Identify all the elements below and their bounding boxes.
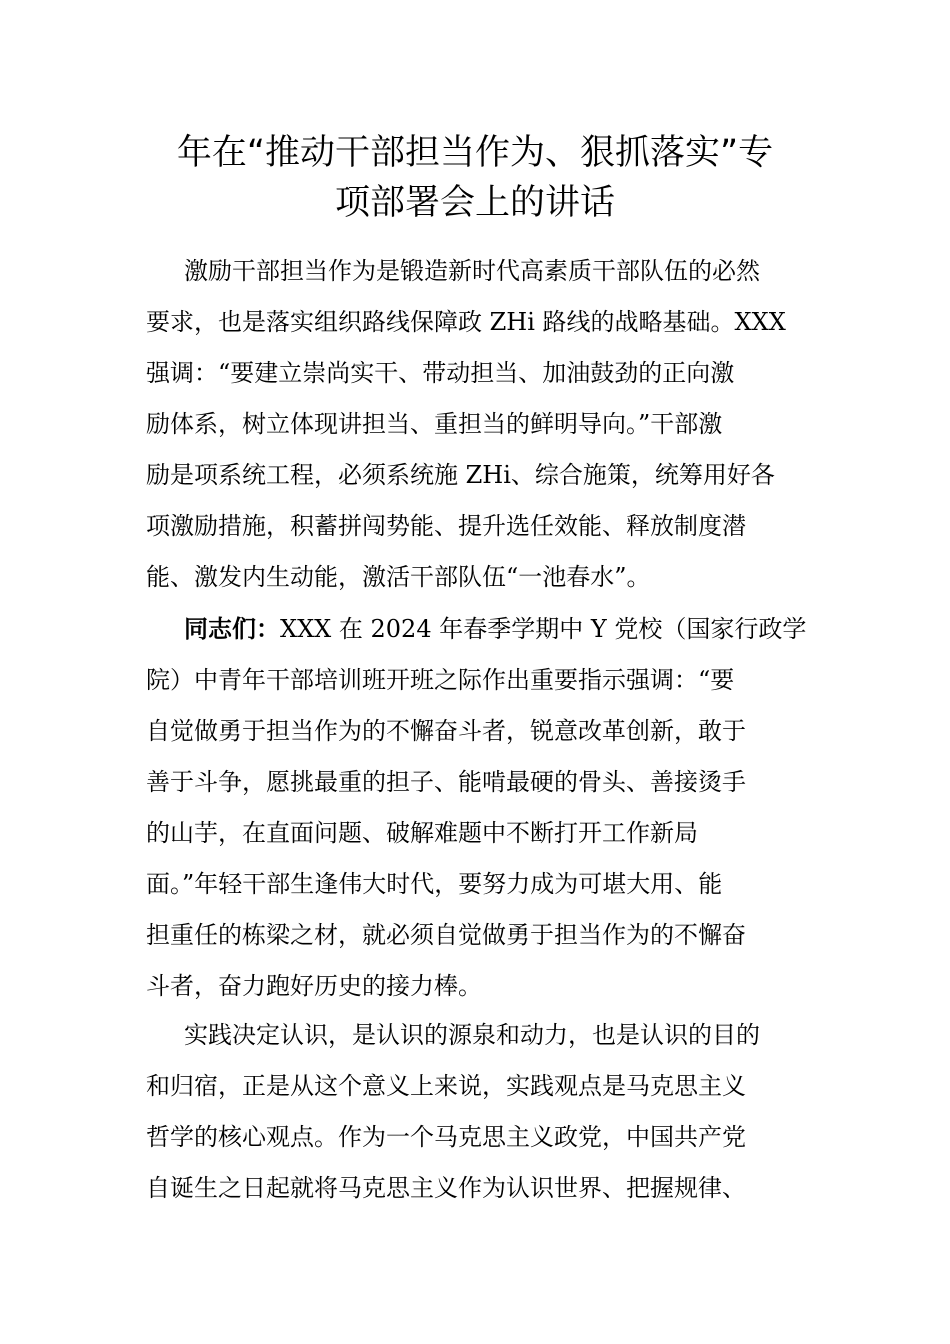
paragraph-line xyxy=(146,604,806,655)
paragraph-line: 激励干部担当作为是锻造新时代高素质干部队伍的必然 xyxy=(184,257,760,285)
paragraph-line: 能、激发内生动能，激活干部队伍“一池春水”。 xyxy=(146,563,651,591)
document-title xyxy=(120,128,830,228)
paragraph-line: 自觉做勇于担当作为的不懈奋斗者，锐意改革创新，敢于 xyxy=(146,717,746,745)
paragraph-line: 要求，也是落实组织路线保障政 ZHi 路线的战略基础。XXX xyxy=(146,308,786,336)
paragraph-line: 励是项系统工程，必须系统施 ZHi、综合施策，统筹用好各 xyxy=(146,461,775,489)
paragraph-line: 担重任的栋梁之材，就必须自觉做勇于担当作为的不懈奋 xyxy=(146,921,746,949)
paragraph-line-text: XXX 在 2024 年春季学期中 Y 党校（国家行政学 xyxy=(280,615,807,643)
paragraph-2 xyxy=(146,604,806,1012)
paragraph-line: 的山芋，在直面问题、破解难题中不断打开工作新局 xyxy=(146,819,698,847)
paragraph-line: 斗者，奋力跑好历史的接力棒。 xyxy=(146,972,482,1000)
salutation: 同志们： xyxy=(184,615,280,643)
paragraph-line: 哲学的核心观点。作为一个马克思主义政党，中国共产党 xyxy=(146,1123,746,1151)
paragraph-line: 项激励措施，积蓄拼闯势能、提升选任效能、释放制度潜 xyxy=(146,512,746,540)
paragraph-line: 自诞生之日起就将马克思主义作为认识世界、把握规律、 xyxy=(146,1174,746,1202)
paragraph-3 xyxy=(146,1010,806,1214)
paragraph-line: 和归宿，正是从这个意义上来说，实践观点是马克思主义 xyxy=(146,1072,746,1100)
paragraph-line: 善于斗争，愿挑最重的担子、能啃最硬的骨头、善接烫手 xyxy=(146,768,746,796)
paragraph-line: 强调：“要建立崇尚实干、带动担当、加油鼓劲的正向激 xyxy=(146,359,735,387)
title-line-1: 年在“推动干部担当作为、狠抓落实”专 xyxy=(176,133,774,173)
paragraph-line: 院）中青年干部培训班开班之际作出重要指示强调：“要 xyxy=(146,666,735,694)
paragraph-line: 面。”年轻干部生逢伟大时代，要努力成为可堪大用、能 xyxy=(146,870,723,898)
paragraph-1 xyxy=(146,246,806,603)
paragraph-line: 实践决定认识，是认识的源泉和动力，也是认识的目的 xyxy=(184,1021,760,1049)
title-line-2: 项部署会上的讲话 xyxy=(334,183,615,223)
paragraph-line: 励体系，树立体现讲担当、重担当的鲜明导向。”干部激 xyxy=(146,410,723,438)
